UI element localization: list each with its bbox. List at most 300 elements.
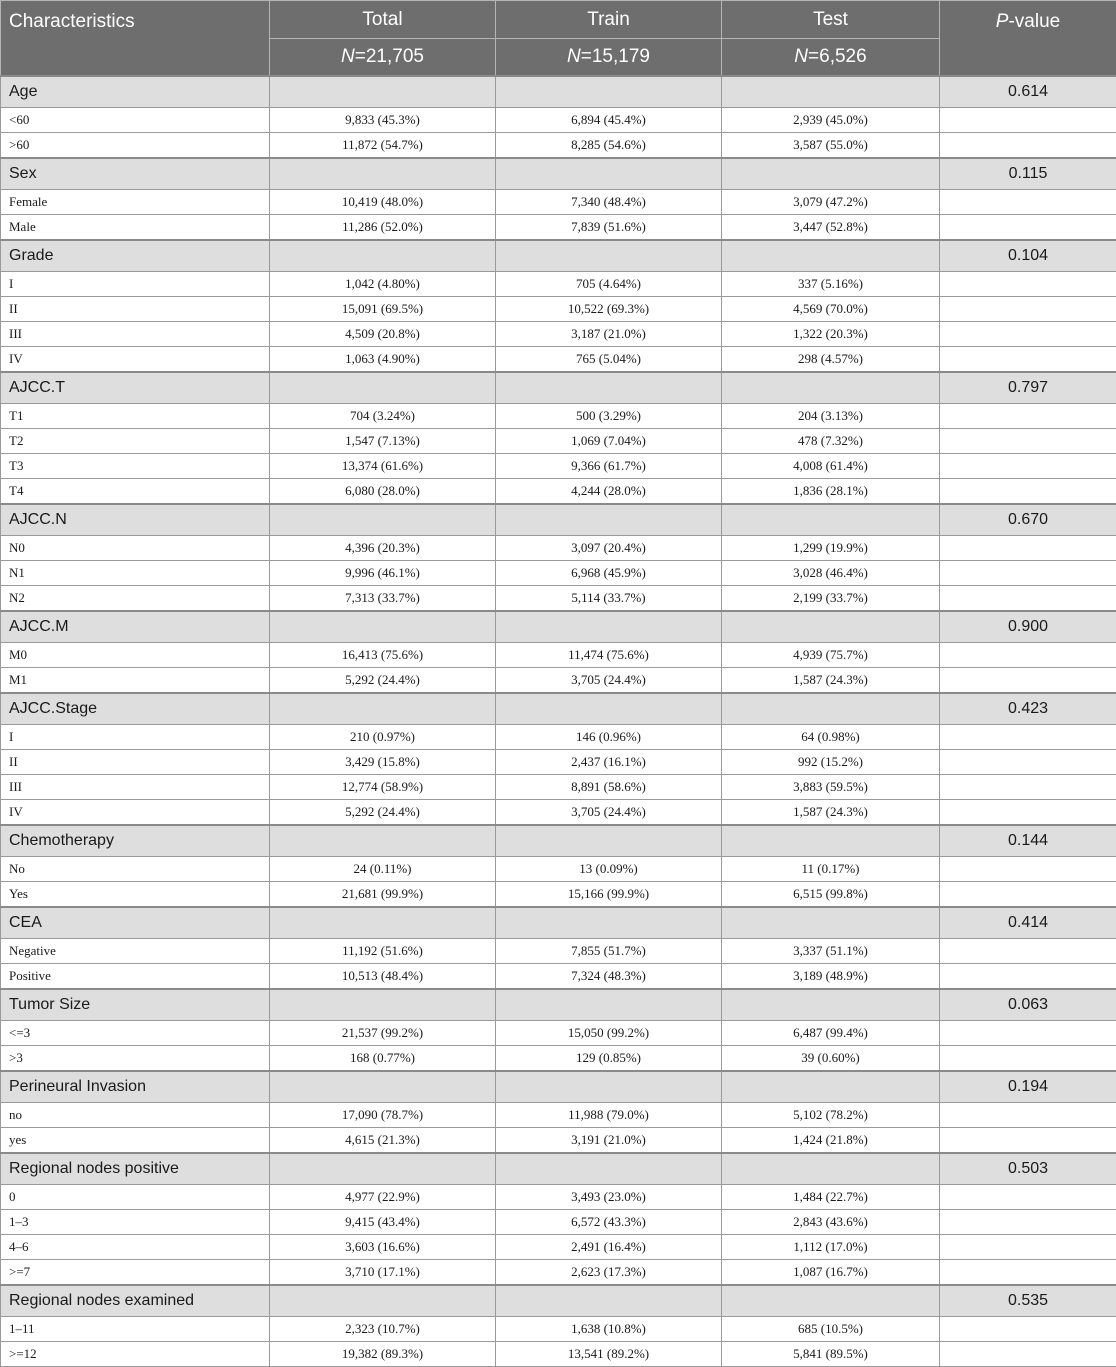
row-total: 24 (0.11%) <box>270 857 496 882</box>
row-label: 1–11 <box>1 1317 270 1342</box>
header-train-n <box>496 39 722 77</box>
row-total: 4,396 (20.3%) <box>270 536 496 561</box>
row-label: N0 <box>1 536 270 561</box>
n-symbol: N <box>794 46 808 67</box>
row-test: 6,487 (99.4%) <box>722 1021 940 1046</box>
row-total: 9,996 (46.1%) <box>270 561 496 586</box>
row-total: 17,090 (78.7%) <box>270 1103 496 1128</box>
row-p-empty <box>940 429 1116 454</box>
row-train: 129 (0.85%) <box>496 1046 722 1072</box>
group-row <box>1 693 1116 725</box>
group-test-empty <box>722 158 940 190</box>
row-train: 9,366 (61.7%) <box>496 454 722 479</box>
group-row <box>1 825 1116 857</box>
table-header <box>1 1 1116 77</box>
row-label: N2 <box>1 586 270 612</box>
row-p-empty <box>940 1185 1116 1210</box>
row-train: 6,894 (45.4%) <box>496 108 722 133</box>
row-test: 298 (4.57%) <box>722 347 940 373</box>
n-symbol: N <box>567 46 581 67</box>
row-test: 5,102 (78.2%) <box>722 1103 940 1128</box>
table-row <box>1 108 1116 133</box>
group-train-empty <box>496 611 722 643</box>
group-train-empty <box>496 1285 722 1317</box>
test-n-value: =6,526 <box>808 46 867 67</box>
row-train: 10,522 (69.3%) <box>496 297 722 322</box>
row-total: 21,537 (99.2%) <box>270 1021 496 1046</box>
row-train: 3,097 (20.4%) <box>496 536 722 561</box>
row-p-empty <box>940 1103 1116 1128</box>
group-total-empty <box>270 372 496 404</box>
table-row <box>1 1185 1116 1210</box>
row-train: 7,340 (48.4%) <box>496 190 722 215</box>
group-label: Sex <box>1 158 270 190</box>
row-test: 1,484 (22.7%) <box>722 1185 940 1210</box>
group-test-empty <box>722 372 940 404</box>
group-train-empty <box>496 504 722 536</box>
row-train: 3,191 (21.0%) <box>496 1128 722 1154</box>
row-p-empty <box>940 643 1116 668</box>
header-p-italic: P <box>996 11 1009 32</box>
group-p-value: 0.614 <box>940 76 1116 108</box>
group-total-empty <box>270 611 496 643</box>
table-row <box>1 404 1116 429</box>
row-test: 5,841 (89.5%) <box>722 1342 940 1367</box>
group-train-empty <box>496 825 722 857</box>
row-train: 4,244 (28.0%) <box>496 479 722 505</box>
row-p-empty <box>940 347 1116 373</box>
row-test: 4,008 (61.4%) <box>722 454 940 479</box>
group-test-empty <box>722 240 940 272</box>
header-row-titles <box>1 1 1116 39</box>
group-total-empty <box>270 76 496 108</box>
group-row <box>1 1071 1116 1103</box>
row-total: 11,286 (52.0%) <box>270 215 496 241</box>
row-label: 1–3 <box>1 1210 270 1235</box>
row-p-empty <box>940 322 1116 347</box>
row-train: 2,623 (17.3%) <box>496 1260 722 1286</box>
table-row <box>1 964 1116 990</box>
table-row <box>1 939 1116 964</box>
row-label: Positive <box>1 964 270 990</box>
row-label: M0 <box>1 643 270 668</box>
row-train: 765 (5.04%) <box>496 347 722 373</box>
row-label: I <box>1 725 270 750</box>
row-total: 19,382 (89.3%) <box>270 1342 496 1367</box>
row-label: >=12 <box>1 1342 270 1367</box>
total-n-value: =21,705 <box>355 46 424 67</box>
table-row <box>1 429 1116 454</box>
group-row <box>1 504 1116 536</box>
row-test: 2,199 (33.7%) <box>722 586 940 612</box>
header-test-n <box>722 39 940 77</box>
row-p-empty <box>940 1021 1116 1046</box>
row-label: II <box>1 750 270 775</box>
row-test: 2,939 (45.0%) <box>722 108 940 133</box>
row-label: <=3 <box>1 1021 270 1046</box>
table-row <box>1 1128 1116 1154</box>
group-label: CEA <box>1 907 270 939</box>
table-row <box>1 882 1116 908</box>
table-row <box>1 643 1116 668</box>
table-row <box>1 1317 1116 1342</box>
row-total: 4,977 (22.9%) <box>270 1185 496 1210</box>
header-total-n <box>270 39 496 77</box>
group-test-empty <box>722 504 940 536</box>
group-train-empty <box>496 158 722 190</box>
group-total-empty <box>270 825 496 857</box>
row-test: 3,883 (59.5%) <box>722 775 940 800</box>
table-row <box>1 586 1116 612</box>
group-test-empty <box>722 1071 940 1103</box>
group-row <box>1 240 1116 272</box>
row-test: 64 (0.98%) <box>722 725 940 750</box>
row-test: 39 (0.60%) <box>722 1046 940 1072</box>
group-train-empty <box>496 76 722 108</box>
row-test: 478 (7.32%) <box>722 429 940 454</box>
row-label: M1 <box>1 668 270 694</box>
group-test-empty <box>722 825 940 857</box>
row-test: 3,447 (52.8%) <box>722 215 940 241</box>
group-p-value: 0.194 <box>940 1071 1116 1103</box>
group-total-empty <box>270 989 496 1021</box>
header-train: Train <box>496 1 722 39</box>
row-p-empty <box>940 750 1116 775</box>
row-p-empty <box>940 454 1116 479</box>
row-label: 0 <box>1 1185 270 1210</box>
row-train: 3,705 (24.4%) <box>496 668 722 694</box>
row-train: 5,114 (33.7%) <box>496 586 722 612</box>
group-test-empty <box>722 989 940 1021</box>
row-total: 10,513 (48.4%) <box>270 964 496 990</box>
row-train: 6,572 (43.3%) <box>496 1210 722 1235</box>
table-row <box>1 561 1116 586</box>
row-p-empty <box>940 215 1116 241</box>
row-total: 9,833 (45.3%) <box>270 108 496 133</box>
group-test-empty <box>722 693 940 725</box>
row-p-empty <box>940 108 1116 133</box>
row-p-empty <box>940 1210 1116 1235</box>
row-p-empty <box>940 775 1116 800</box>
row-test: 11 (0.17%) <box>722 857 940 882</box>
row-total: 1,042 (4.80%) <box>270 272 496 297</box>
group-p-value: 0.414 <box>940 907 1116 939</box>
row-total: 3,429 (15.8%) <box>270 750 496 775</box>
row-test: 3,337 (51.1%) <box>722 939 940 964</box>
table-row <box>1 479 1116 505</box>
group-label: Age <box>1 76 270 108</box>
group-label: Regional nodes positive <box>1 1153 270 1185</box>
group-p-value: 0.900 <box>940 611 1116 643</box>
row-total: 15,091 (69.5%) <box>270 297 496 322</box>
row-label: T2 <box>1 429 270 454</box>
train-n-value: =15,179 <box>581 46 650 67</box>
row-test: 3,079 (47.2%) <box>722 190 940 215</box>
row-p-empty <box>940 668 1116 694</box>
row-label: No <box>1 857 270 882</box>
table-row <box>1 750 1116 775</box>
row-test: 204 (3.13%) <box>722 404 940 429</box>
row-p-empty <box>940 1046 1116 1072</box>
row-test: 1,587 (24.3%) <box>722 800 940 826</box>
table-body <box>1 76 1116 1367</box>
group-p-value: 0.115 <box>940 158 1116 190</box>
row-train: 7,839 (51.6%) <box>496 215 722 241</box>
row-p-empty <box>940 725 1116 750</box>
row-p-empty <box>940 964 1116 990</box>
table-row <box>1 1046 1116 1072</box>
row-total: 2,323 (10.7%) <box>270 1317 496 1342</box>
row-train: 2,437 (16.1%) <box>496 750 722 775</box>
row-test: 1,322 (20.3%) <box>722 322 940 347</box>
row-train: 6,968 (45.9%) <box>496 561 722 586</box>
n-symbol: N <box>341 46 355 67</box>
row-p-empty <box>940 190 1116 215</box>
row-train: 8,285 (54.6%) <box>496 133 722 159</box>
row-p-empty <box>940 939 1116 964</box>
row-total: 12,774 (58.9%) <box>270 775 496 800</box>
row-total: 1,547 (7.13%) <box>270 429 496 454</box>
row-p-empty <box>940 800 1116 826</box>
header-test: Test <box>722 1 940 39</box>
table-row <box>1 1235 1116 1260</box>
table-row <box>1 1021 1116 1046</box>
table-row <box>1 133 1116 159</box>
table-row <box>1 775 1116 800</box>
group-label: AJCC.T <box>1 372 270 404</box>
group-row <box>1 989 1116 1021</box>
group-label: Regional nodes examined <box>1 1285 270 1317</box>
row-label: 4–6 <box>1 1235 270 1260</box>
row-label: N1 <box>1 561 270 586</box>
row-total: 21,681 (99.9%) <box>270 882 496 908</box>
row-total: 9,415 (43.4%) <box>270 1210 496 1235</box>
row-p-empty <box>940 133 1116 159</box>
row-test: 1,112 (17.0%) <box>722 1235 940 1260</box>
table-row <box>1 800 1116 826</box>
row-train: 3,187 (21.0%) <box>496 322 722 347</box>
row-test: 992 (15.2%) <box>722 750 940 775</box>
row-total: 13,374 (61.6%) <box>270 454 496 479</box>
group-p-value: 0.423 <box>940 693 1116 725</box>
header-p-value <box>940 1 1116 77</box>
group-train-empty <box>496 372 722 404</box>
row-label: Male <box>1 215 270 241</box>
row-train: 15,050 (99.2%) <box>496 1021 722 1046</box>
row-test: 3,028 (46.4%) <box>722 561 940 586</box>
row-total: 4,615 (21.3%) <box>270 1128 496 1154</box>
row-label: III <box>1 322 270 347</box>
group-train-empty <box>496 1153 722 1185</box>
group-total-empty <box>270 158 496 190</box>
group-row <box>1 1285 1116 1317</box>
table-row <box>1 322 1116 347</box>
group-test-empty <box>722 1285 940 1317</box>
group-row <box>1 372 1116 404</box>
group-label: AJCC.N <box>1 504 270 536</box>
row-p-empty <box>940 1342 1116 1367</box>
row-total: 3,603 (16.6%) <box>270 1235 496 1260</box>
row-label: Female <box>1 190 270 215</box>
row-test: 337 (5.16%) <box>722 272 940 297</box>
table-row <box>1 297 1116 322</box>
row-total: 5,292 (24.4%) <box>270 800 496 826</box>
row-test: 1,587 (24.3%) <box>722 668 940 694</box>
table-row <box>1 272 1116 297</box>
row-p-empty <box>940 1260 1116 1286</box>
row-p-empty <box>940 586 1116 612</box>
row-train: 705 (4.64%) <box>496 272 722 297</box>
group-train-empty <box>496 907 722 939</box>
row-p-empty <box>940 857 1116 882</box>
row-train: 7,855 (51.7%) <box>496 939 722 964</box>
header-p-rest: -value <box>1008 11 1060 32</box>
row-label: Yes <box>1 882 270 908</box>
table-row <box>1 668 1116 694</box>
row-p-empty <box>940 561 1116 586</box>
table-row <box>1 190 1116 215</box>
row-label: IV <box>1 800 270 826</box>
group-row <box>1 611 1116 643</box>
row-p-empty <box>940 404 1116 429</box>
row-total: 11,872 (54.7%) <box>270 133 496 159</box>
group-label: AJCC.Stage <box>1 693 270 725</box>
group-p-value: 0.104 <box>940 240 1116 272</box>
row-label: >=7 <box>1 1260 270 1286</box>
group-test-empty <box>722 611 940 643</box>
row-p-empty <box>940 1128 1116 1154</box>
row-total: 10,419 (48.0%) <box>270 190 496 215</box>
row-label: T3 <box>1 454 270 479</box>
group-row <box>1 158 1116 190</box>
group-row <box>1 1153 1116 1185</box>
row-label: IV <box>1 347 270 373</box>
row-total: 210 (0.97%) <box>270 725 496 750</box>
row-test: 1,836 (28.1%) <box>722 479 940 505</box>
row-p-empty <box>940 1317 1116 1342</box>
row-p-empty <box>940 882 1116 908</box>
row-train: 146 (0.96%) <box>496 725 722 750</box>
row-total: 16,413 (75.6%) <box>270 643 496 668</box>
group-label: Perineural Invasion <box>1 1071 270 1103</box>
row-label: I <box>1 272 270 297</box>
row-total: 4,509 (20.8%) <box>270 322 496 347</box>
group-test-empty <box>722 907 940 939</box>
row-label: <60 <box>1 108 270 133</box>
row-total: 168 (0.77%) <box>270 1046 496 1072</box>
row-test: 1,424 (21.8%) <box>722 1128 940 1154</box>
row-label: T4 <box>1 479 270 505</box>
table-row <box>1 1342 1116 1367</box>
group-row <box>1 907 1116 939</box>
row-train: 7,324 (48.3%) <box>496 964 722 990</box>
row-train: 13 (0.09%) <box>496 857 722 882</box>
group-total-empty <box>270 693 496 725</box>
row-total: 6,080 (28.0%) <box>270 479 496 505</box>
row-train: 13,541 (89.2%) <box>496 1342 722 1367</box>
table-row <box>1 1103 1116 1128</box>
row-total: 1,063 (4.90%) <box>270 347 496 373</box>
group-p-value: 0.063 <box>940 989 1116 1021</box>
row-label: >60 <box>1 133 270 159</box>
row-total: 5,292 (24.4%) <box>270 668 496 694</box>
table-row <box>1 454 1116 479</box>
table-row <box>1 215 1116 241</box>
row-train: 3,493 (23.0%) <box>496 1185 722 1210</box>
row-train: 3,705 (24.4%) <box>496 800 722 826</box>
group-total-empty <box>270 1071 496 1103</box>
table-row <box>1 725 1116 750</box>
table-row <box>1 1260 1116 1286</box>
group-label: Grade <box>1 240 270 272</box>
row-test: 6,515 (99.8%) <box>722 882 940 908</box>
group-total-empty <box>270 907 496 939</box>
row-label: Negative <box>1 939 270 964</box>
row-label: no <box>1 1103 270 1128</box>
row-total: 11,192 (51.6%) <box>270 939 496 964</box>
row-p-empty <box>940 272 1116 297</box>
row-test: 1,299 (19.9%) <box>722 536 940 561</box>
group-test-empty <box>722 76 940 108</box>
group-train-empty <box>496 693 722 725</box>
group-label: Chemotherapy <box>1 825 270 857</box>
row-label: III <box>1 775 270 800</box>
row-total: 7,313 (33.7%) <box>270 586 496 612</box>
row-test: 1,087 (16.7%) <box>722 1260 940 1286</box>
row-total: 704 (3.24%) <box>270 404 496 429</box>
row-test: 4,569 (70.0%) <box>722 297 940 322</box>
group-total-empty <box>270 504 496 536</box>
row-total: 3,710 (17.1%) <box>270 1260 496 1286</box>
row-label: >3 <box>1 1046 270 1072</box>
row-test: 685 (10.5%) <box>722 1317 940 1342</box>
row-test: 3,587 (55.0%) <box>722 133 940 159</box>
group-train-empty <box>496 989 722 1021</box>
row-label: T1 <box>1 404 270 429</box>
header-total: Total <box>270 1 496 39</box>
table-row <box>1 347 1116 373</box>
row-test: 4,939 (75.7%) <box>722 643 940 668</box>
group-total-empty <box>270 1285 496 1317</box>
group-label: AJCC.M <box>1 611 270 643</box>
group-p-value: 0.144 <box>940 825 1116 857</box>
group-total-empty <box>270 1153 496 1185</box>
row-p-empty <box>940 479 1116 505</box>
group-p-value: 0.797 <box>940 372 1116 404</box>
row-train: 500 (3.29%) <box>496 404 722 429</box>
row-test: 2,843 (43.6%) <box>722 1210 940 1235</box>
row-train: 1,069 (7.04%) <box>496 429 722 454</box>
group-train-empty <box>496 1071 722 1103</box>
group-p-value: 0.535 <box>940 1285 1116 1317</box>
row-train: 2,491 (16.4%) <box>496 1235 722 1260</box>
row-train: 15,166 (99.9%) <box>496 882 722 908</box>
group-label: Tumor Size <box>1 989 270 1021</box>
table-row <box>1 857 1116 882</box>
group-test-empty <box>722 1153 940 1185</box>
row-train: 11,988 (79.0%) <box>496 1103 722 1128</box>
table-row <box>1 1210 1116 1235</box>
row-p-empty <box>940 536 1116 561</box>
header-characteristics: Characteristics <box>1 1 270 77</box>
row-test: 3,189 (48.9%) <box>722 964 940 990</box>
group-p-value: 0.670 <box>940 504 1116 536</box>
row-label: yes <box>1 1128 270 1154</box>
row-train: 1,638 (10.8%) <box>496 1317 722 1342</box>
row-p-empty <box>940 1235 1116 1260</box>
group-total-empty <box>270 240 496 272</box>
group-p-value: 0.503 <box>940 1153 1116 1185</box>
